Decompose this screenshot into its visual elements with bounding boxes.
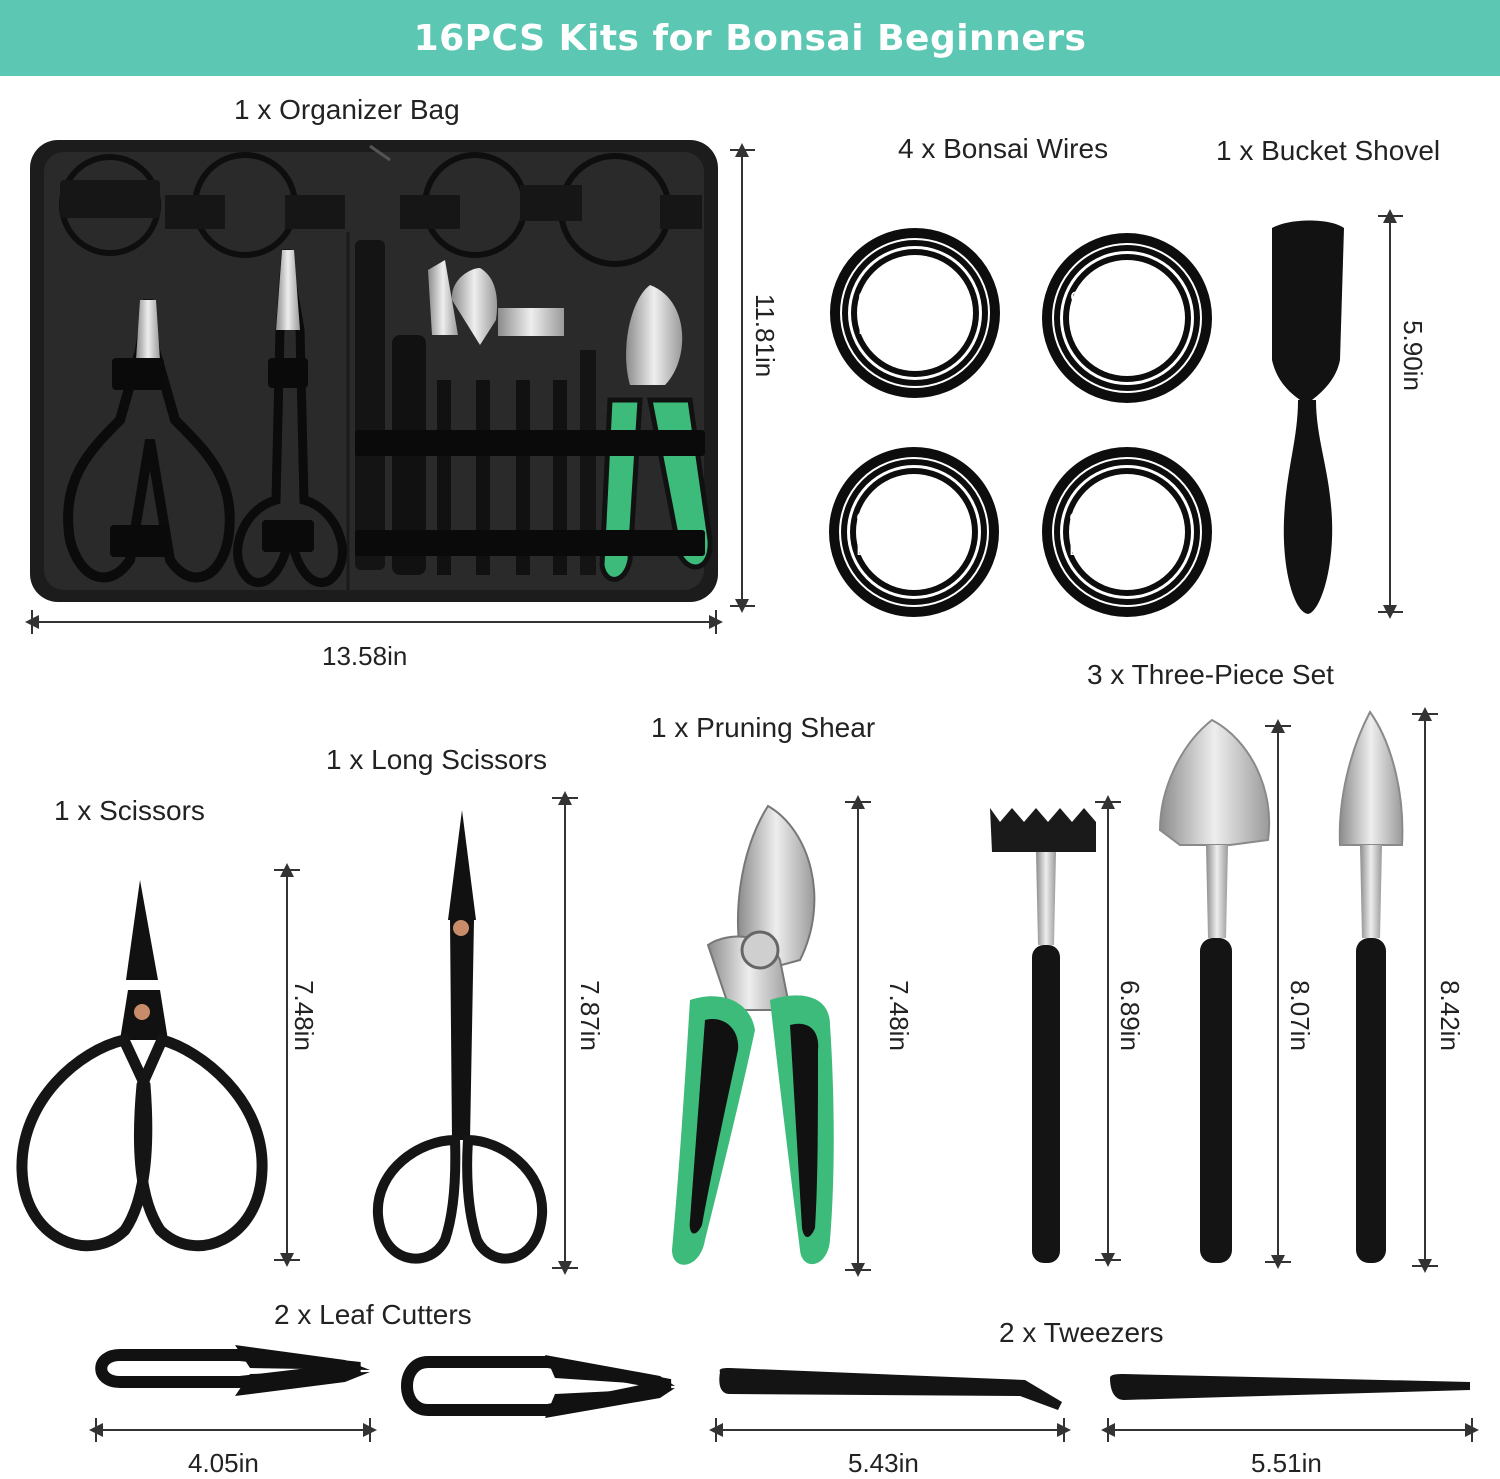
wire-3-label	[856, 504, 957, 564]
wire-2-diameter: Φ=1.5mm	[1070, 287, 1159, 309]
dim-rake: 6.89in	[1114, 980, 1145, 1051]
dim-knife-trowel: 8.42in	[1434, 980, 1465, 1051]
trowel	[1160, 720, 1269, 1263]
label-bonsai-wires: 4 x Bonsai Wires	[898, 133, 1109, 164]
banner-title: 16PCS Kits for Bonsai Beginners	[413, 17, 1087, 59]
label-leaf-cutters: 2 x Leaf Cutters	[274, 1299, 472, 1330]
wire-1-label	[858, 283, 959, 343]
wire-4-label	[1069, 504, 1170, 564]
wire-4-length: L=32ft/10m	[1069, 538, 1170, 560]
wire-1-diameter: Φ=2.0mm	[858, 287, 947, 309]
dim-bag-width: 13.58in	[322, 641, 408, 671]
label-three-piece-set: 3 x Three-Piece Set	[1087, 659, 1334, 690]
dim-tweezer-bent: 5.43in	[848, 1448, 919, 1478]
scissors	[22, 880, 262, 1246]
wire-2-length: L=32ft/10m	[1070, 317, 1171, 339]
dim-bag-height: 11.81in	[750, 293, 781, 378]
wire-2-label	[1070, 283, 1171, 343]
label-scissors: 1 x Scissors	[54, 795, 205, 826]
dim-tweezer-straight: 5.51in	[1251, 1448, 1322, 1478]
label-long-scissors: 1 x Long Scissors	[326, 744, 547, 775]
pruning-shear	[672, 806, 834, 1265]
dim-long-scissors: 7.87in	[574, 980, 605, 1051]
bucket-shovel	[1272, 221, 1344, 615]
label-organizer-bag: 1 x Organizer Bag	[234, 94, 460, 125]
wire-3-length: L=32ft/10m	[856, 538, 957, 560]
wire-4-diameter: Φ=1.0mm	[1069, 508, 1158, 530]
long-scissors	[378, 810, 542, 1259]
rake	[990, 808, 1096, 1263]
tweezer-bent	[719, 1368, 1062, 1410]
wire-3-diameter: Φ=1.0mm	[856, 508, 945, 530]
dim-shovel: 5.90in	[1397, 320, 1428, 391]
dim-pruning-shear: 7.48in	[883, 980, 914, 1051]
leaf-cutter-2	[407, 1355, 675, 1418]
organizer-bag	[30, 140, 718, 602]
label-pruning-shear: 1 x Pruning Shear	[651, 712, 876, 743]
dim-leaf-cutter: 4.05in	[188, 1448, 259, 1478]
dim-trowel: 8.07in	[1284, 980, 1315, 1051]
tweezer-straight	[1110, 1374, 1470, 1400]
label-bucket-shovel: 1 x Bucket Shovel	[1216, 135, 1441, 166]
knife-trowel	[1340, 712, 1403, 1263]
label-tweezers: 2 x Tweezers	[999, 1317, 1164, 1348]
wire-1-length: L=32ft/10m	[858, 317, 959, 339]
dim-scissors: 7.48in	[288, 980, 319, 1051]
leaf-cutter-1	[101, 1345, 370, 1396]
